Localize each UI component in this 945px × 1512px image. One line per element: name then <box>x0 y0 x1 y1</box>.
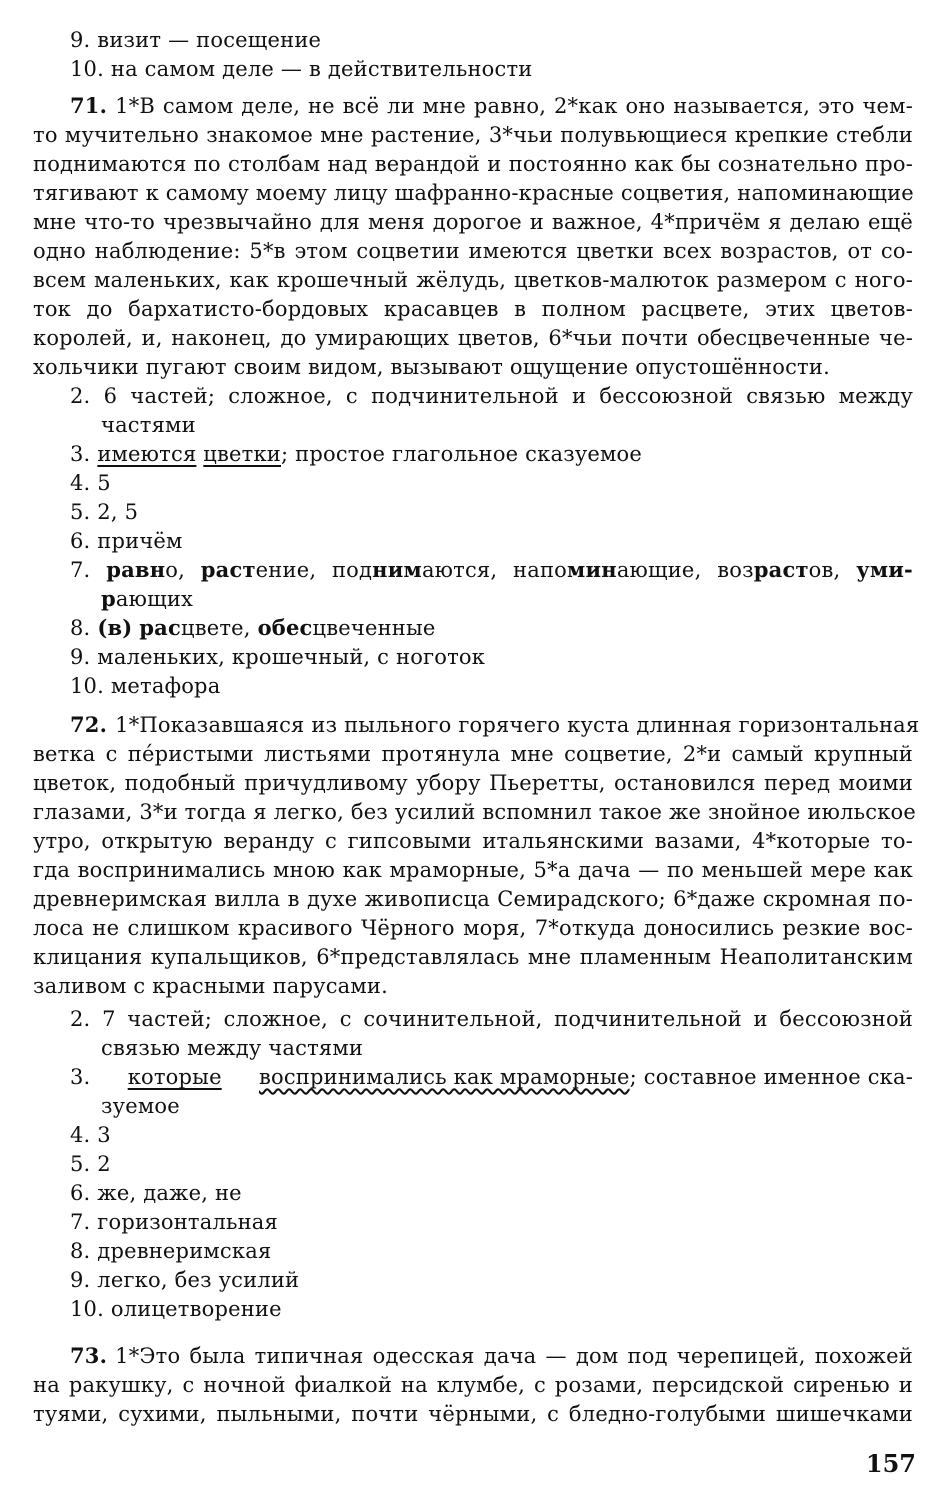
ex72-text-line: лоса не слишком красивого Чёрного моря, 7*откуда доносились резкие вос- <box>33 916 913 940</box>
ex72-text-line: заливом с красными парусами. <box>33 974 388 998</box>
ex71-answer-4: 4. 5 <box>70 471 111 495</box>
ex72-answer-4: 4. 3 <box>70 1123 111 1147</box>
ex71-answer-7: 7. равно, растение, поднимаются, напоминающие, возрастов, уми- <box>70 557 913 582</box>
ex71-answer-3: 3. имеются цветки; простое глагольное сказуемое <box>70 442 643 466</box>
ex72-answer-5: 5. 2 <box>70 1152 111 1176</box>
ex73-text-line: на ракушку, с ночной фиалкой на клумбе, с розами, персидской сиренью и <box>33 1373 913 1397</box>
ex71-answer-8: 8. (в) расцвете, обесцвеченные <box>70 615 436 640</box>
ex72-answer-7: 7. горизонтальная <box>70 1210 278 1234</box>
ex72-answer-3-cont: зуемое <box>101 1094 180 1118</box>
ex71-text-line: поднимаются по столбам над верандой и постоянно как бы сознательно про- <box>33 152 913 176</box>
ex71-text-line: королей, и, наконец, до умирающих цветов, 6*чьи почти обесцвеченные че- <box>33 326 913 350</box>
ex73-text-line: 73. 1*Это была типичная одесская дача — дом под черепицей, похожей <box>70 1341 913 1371</box>
ex71-answer-5: 5. 2, 5 <box>70 500 139 524</box>
ex71-text-line: тягивают к самому моему лицу шафранно-красные соцветия, напоминающие <box>33 181 914 205</box>
ex71-answer-2: 2. 6 частей; сложное, с подчинительной и бессоюзной связью между <box>70 384 913 408</box>
ex72-text-line: гда воспринимались мною как мраморные, 5*а дача — по меньшей мере как <box>33 858 913 882</box>
ex72-text-line: 72. 1*Показавшаяся из пыльного горячего куста длинная горизонтальная <box>70 710 913 740</box>
ex73-text-line: туями, сухими, пыльными, почти чёрными, с бледно-голубыми шишечками <box>33 1402 913 1426</box>
ex72-text-line: клицания купальщиков, 6*представлялась мне пламенным Неаполитанским <box>33 945 913 969</box>
ex71-text-line: одно наблюдение: 5*в этом соцветии имеются цветки всех возрастов, от со- <box>33 239 913 263</box>
ex72-answer-2: 2. 7 частей; сложное, с сочинительной, подчинительной и бессоюзной <box>70 1007 913 1031</box>
ex72-answer-2-cont: связью между частями <box>101 1036 364 1060</box>
ex71-answer-9: 9. маленьких, крошечный, с ноготок <box>70 645 486 669</box>
ex71-number: 71. <box>70 93 108 118</box>
ex72-text-line: ветка с пéристыми листьями протянула мне соцветие, 2*и самый крупный <box>33 742 913 766</box>
ex72-text-line: древнеримская вилла в духе живописца Семирадского; 6*даже скромная по- <box>33 887 913 911</box>
ex72-number: 72. <box>70 712 108 737</box>
ex72-text-line: глазами, 3*и тогда я легко, без усилий вспомнил такое же знойное июльское <box>33 800 917 824</box>
ex71-answer-6: 6. причём <box>70 529 183 553</box>
ex72-text-line: цветок, подобный причудливому убору Пьеретты, остановился перед моими <box>33 771 913 795</box>
intro-answer-10: 10. на самом деле — в действительности <box>70 57 533 81</box>
ex71-text-line: то мучительно знакомое мне растение, 3*чьи полувьющиеся крепкие стебли <box>33 123 913 147</box>
ex72-answer-10: 10. олицетворение <box>70 1297 282 1321</box>
ex72-answer-8: 8. древнеримская <box>70 1239 272 1263</box>
ex72-answer-9: 9. легко, без усилий <box>70 1268 300 1292</box>
ex71-answer-7-cont: рающих <box>101 586 194 611</box>
predicate-underline: цветки <box>203 442 281 466</box>
intro-answer-9: 9. визит — посещение <box>70 28 322 52</box>
ex72-answer-6: 6. же, даже, не <box>70 1181 242 1205</box>
subject-underline: имеются <box>97 442 197 466</box>
ex71-answer-10: 10. метафора <box>70 674 221 698</box>
ex71-text-line: хольчики пугают своим видом, вызывают ощущение опустошённости. <box>33 355 830 379</box>
ex73-number: 73. <box>70 1343 108 1368</box>
subject-underline: которые <box>127 1065 222 1089</box>
ex71-text-line: мне что-то чрезвычайно для меня дорогое и важное, 4*причём я делаю ещё <box>33 210 913 234</box>
ex71-text-line: ток до бархатисто-бордовых красавцев в полном расцвете, этих цветов- <box>33 297 913 321</box>
predicate-underline: воспринимались как мраморные <box>258 1065 630 1089</box>
page-number: 157 <box>865 1449 916 1478</box>
ex72-answer-3: 3. которые воспринимались как мраморные; составное именное ска- <box>70 1062 913 1092</box>
ex71-answer-2-cont: частями <box>101 413 196 437</box>
ex72-text-line: утро, открытую веранду с гипсовыми итальянскими вазами, 4*которые то- <box>33 829 913 853</box>
ex71-text-line: всем маленьких, как крошечный жёлудь, цветков-малюток размером с ного- <box>33 268 913 292</box>
ex71-text-line: 71. 1*В самом деле, не всё ли мне равно, 2*как оно называется, это чем- <box>70 91 913 121</box>
